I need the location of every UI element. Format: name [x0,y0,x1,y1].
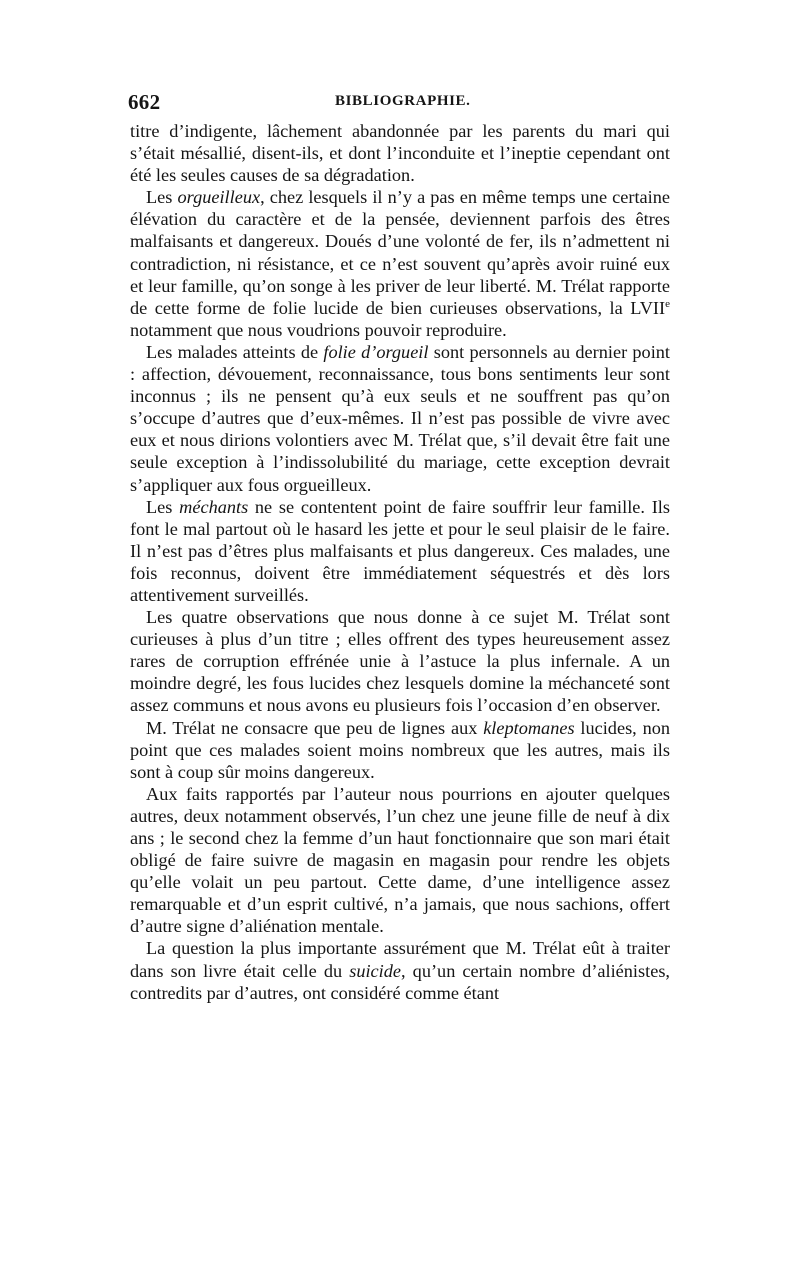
text-run: notamment que nous voudrions pouvoir reproduire. [130,319,507,340]
paragraph-p8 [130,937,670,1003]
running-title: BIBLIOGRAPHIE. [335,93,471,109]
text-run: lucides, non point que ces malades soient moins nombreux que les autres, mais ils sont à coup sûr moins dangereux. [130,717,670,782]
text-run: La question la plus importante assurément que M. Trélat eût à traiter dans son livre était celle du [130,938,670,981]
text-run: M. Trélat ne consacre que peu de lignes aux [146,717,484,738]
paragraph-p6 [130,717,670,783]
superscript: e [665,297,670,310]
text-run: titre d’indigente, lâchement abandonnée par les parents du mari qui s’était mésallié, disent-ils, et dont l’inconduite et l’ineptie cependant ont été les seules causes de sa dégradation. [130,121,670,186]
italic-term: folie d’orgueil [323,341,429,362]
italic-term: méchants [179,496,249,517]
text-run: , qu’un certain nombre d’aliénistes, contredits par d’autres, ont considéré comme étant [130,960,671,1003]
book-page [130,90,670,1004]
text-run: ne se contentent point de faire souffrir leur famille. Ils font le mal partout où le hasard les jette et pour le seul plaisir de le faire. Il n’est pas d’êtres plus malfaisants et plus dangereux. Ces malades, une fois reconnus, doivent être immédiatement séquestrés et dès lors attentivement surveillés. [130,496,670,605]
text-run: Les quatre observations que nous donne à ce sujet M. Trélat sont curieuses à plus d’un titre ; elles offrent des types heureusement assez rares de corruption effrénée unie à l’astuce la plus infernale. A un moindre degré, les fous lucides chez lesquels domine la méchanceté sont assez communs et nous avons eu plusieurs fois l’occasion d’en observer. [130,607,670,716]
paragraph-p1 [130,120,670,186]
page-header [130,90,670,120]
paragraph-p3 [130,341,670,496]
text-run: sont personnels au dernier point : affection, dévouement, reconnaissance, tous bons sentiments leur sont inconnus ; ils ne pensent qu’à eux seuls et ne souffrent pas qu’on s’occupe d’autres que d’eux-mêmes. Il n’est pas possible de vivre avec eux et nous dirions volontiers avec M. Trélat que, s’il devait être fait une seule exception à l’indissolubilité du mariage, cette exception devrait s’appliquer aux fous orgueilleux. [130,341,670,495]
body-text [130,120,670,1004]
text-run: , chez lesquels il n’y a pas en même temps une certaine élévation du caractère et de la pensée, deviennent parfois des êtres malfaisants et dangereux. Doués d’une volonté de fer, ils n’admettent ni contradiction, ni résistance, et ce n’est souvent qu’après avoir ruiné eux et leur famille, qu’on songe à les priver de leur liberté. M. Trélat rapporte de cette forme de folie lucide de bien curieuses observations, la LVII [130,187,670,318]
page-number: 662 [128,90,161,114]
paragraph-p2 [130,186,670,341]
italic-term: kleptomanes [483,717,575,738]
text-run: Les [146,496,180,517]
text-run: Les malades atteints de [146,341,324,362]
italic-term: suicide [349,960,402,981]
italic-term: orgueilleux [177,187,261,208]
paragraph-p4 [130,496,670,606]
text-run: Les [146,187,178,208]
paragraph-p7 [130,783,670,938]
text-run: Aux faits rapportés par l’auteur nous pourrions en ajouter quelques autres, deux notamment observés, l’un chez une jeune fille de neuf à dix ans ; le second chez la femme d’un haut fonctionnaire que son mari était obligé de faire suivre de magasin en magasin pour rendre les objets qu’elle volait un peu partout. Cette dame, d’une intelligence assez remarquable et d’un esprit cultivé, n’a jamais, que nous sachions, offert d’autre signe d’aliénation mentale. [130,783,670,937]
paragraph-p5 [130,606,670,716]
